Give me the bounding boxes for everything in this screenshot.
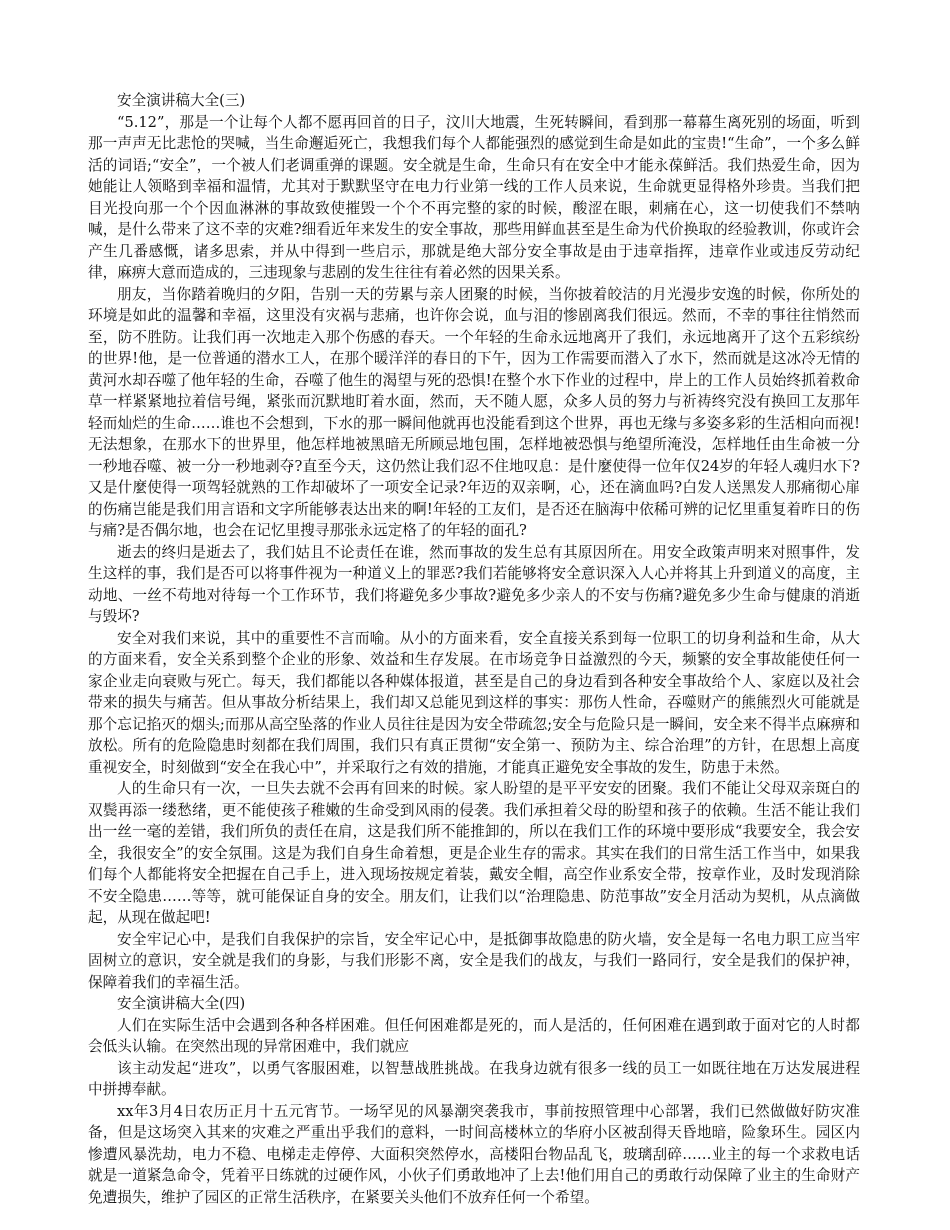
paragraph: 安全牢记心中，是我们自我保护的宗旨，安全牢记心中，是抵御事故隐患的防火墙，安全是每一名电力职工应当牢固树立的意识，安全就是我们的身影，与我们形影不离，安全是我们的战友，与我们一路同行，安全是我们的保护神，保障着我们的幸福生活。 bbox=[88, 930, 860, 991]
paragraph: “5.12”，那是一个让每个人都不愿再回首的日子，汶川大地震，生死转瞬间，看到那一幕幕生离死别的场面，听到那一声声无比悲怆的哭喊，当生命邂逅死亡，我想我们每个人都能强烈的感觉到生命是如此的宝贵!“生命”，一个多么鲜活的词语;“安全”，一个被人们老调重弹的课题。安全就是生命，生命只有在安全中才能永葆鲜活。我们热爱生命，因为她能让人领略到幸福和温情，尤其对于默默坚守在电力行业第一线的工作人员来说，生命就更显得格外珍贵。当我们把目光投向那一个个因血淋淋的事故致使摧毁一个个不再完整的家的时候，酸涩在眼，刺痛在心，这一切使我们不禁呐喊，是什么带来了这不幸的灾难?细看近年来发生的安全事故，那些用鲜血甚至是生命为代价换取的经验教训，你或许会产生几番感慨，诸多思索，并从中得到一些启示，那就是绝大部分安全事故是由于违章指挥，违章作业或违反劳动纪律，麻痹大意而造成的，三违现象与悲剧的发生往往有着必然的因果关系。 bbox=[88, 113, 860, 281]
paragraph: 人们在实际生活中会遇到各种各样困难。但任何困难都是死的，而人是活的，任何困难在遇到敢于面对它的人时都会低头认输。在突然出现的异常困难中，我们就应 bbox=[88, 1016, 860, 1055]
paragraph: 安全对我们来说，其中的重要性不言而喻。从小的方面来看，安全直接关系到每一位职工的切身利益和生命，从大的方面来看，安全关系到整个企业的形象、效益和生存发展。在市场竞争日益激烈的今天，频繁的安全事故能使任何一家企业走向衰败与死亡。每天，我们都能以各种媒体报道，甚至是自己的身边看到各种安全事故给个人、家庭以及社会带来的损失与痛苦。但从事故分析结果上，我们却又总能见到这样的事实：那伤人性命，吞噬财产的熊熊烈火可能就是那个忘记掐灭的烟头;而那从高空坠落的作业人员往往是因为安全带疏忽;安全与危险只是一瞬间，安全来不得半点麻痹和放松。所有的危险隐患时刻都在我们周围，我们只有真正贯彻“安全第一、预防为主、综合治理”的方针，在思想上高度重视安全，时刻做到“安全在我心中”，并采取行之有效的措施，才能真正避免安全事故的发生，防患于未然。 bbox=[88, 629, 860, 776]
paragraph: 朋友，当你踏着晚归的夕阳，告别一天的劳累与亲人团聚的时候，当你披着皎洁的月光漫步安逸的时候，你所处的环境是如此的温馨和幸福，这里没有灾祸与悲痛，也许你会说，血与泪的惨剧离我们很远。然而，不幸的事往往悄然而至，防不胜防。让我们再一次地走入那个伤感的春天。一个年轻的生命永远地离开了我们，永远地离开了这个五彩缤纷的世界!他，是一位普通的潜水工人，在那个暖洋洋的春日的下午，因为工作需要而潜入了水下，然而就是这冰冷无情的黄河水却吞噬了他年轻的生命，吞噬了他生的渴望与死的恐惧!在整个水下作业的过程中，岸上的工作人员始终抓着救命草一样紧紧地拉着信号绳，紧张而沉默地盯着水面，然而，天不随人愿，众多人员的努力与祈祷终究没有换回工友那年轻而灿烂的生命……谁也不会想到，下水的那一瞬间他就再也没能看到这个世界，再也无缘与多姿多彩的生活相向而视!无法想象，在那水下的世界里，他怎样地被黑暗无所顾忌地包围，怎样地被恐惧与绝望所淹没，怎样地任由生命被一分一秒地吞噬、被一分一秒地剥夺?直至今天，这仍然让我们忍不住地叹息：是什麼使得一位年仅24岁的年轻人魂归水下?又是什麼使得一项驾轻就熟的工作却破坏了一项安全记录?年迈的双亲啊，心，还在滴血吗?白发人送黑发人那痛彻心扉的伤痛岂能是我们用言语和文字所能够表达出来的啊!年轻的工友们，是否还在脑海中依稀可辨的记忆里重复着昨日的伤与痛?是否偶尔地，也会在记忆里搜寻那张永远定格了的年轻的面孔? bbox=[88, 285, 860, 539]
paragraph: 逝去的终归是逝去了，我们姑且不论责任在谁，然而事故的发生总有其原因所在。用安全政策声明来对照事件，发生这样的事，我们是否可以将事件视为一种道义上的罪恶?我们若能够将安全意识深入人心并将其上升到道义的高度，主动地、一丝不苟地对待每一个工作环节，我们将避免多少事故?避免多少亲人的不安与伤痛?避免多少生命与健康的消逝与毁坏? bbox=[88, 543, 860, 625]
section-title: 安全演讲稿大全(四) bbox=[117, 995, 246, 1012]
paragraph: 该主动发起“进攻”，以勇气客服困难，以智慧战胜挑战。在我身边就有很多一线的员工一如既往地在万达发展进程中拼搏奉献。 bbox=[88, 1059, 860, 1098]
paragraph: 人的生命只有一次，一旦失去就不会再有回来的时候。家人盼望的是平平安安的团聚。我们不能让父母双亲斑白的双鬓再添一缕愁绪，更不能使孩子稚嫩的生命受到风雨的侵袭。我们承担着父母的盼望和孩子的依赖。生活不能让我们出一丝一毫的差错，我们所负的责任在肩，这是我们所不能推卸的，所以在我们工作的环境中要形成“我要安全，我会安全，我很安全”的安全氛围。这是为我们自身生命着想，更是企业生存的需求。其实在我们的日常生活工作当中，如果我们每个人都能将安全把握在自己手上，进入现场按规定着装，戴安全帽，高空作业系安全带，按章作业，及时发现消除不安全隐患……等等，就可能保证自身的安全。朋友们，让我们以“治理隐患、防范事故”安全月活动为契机，从点滴做起，从现在做起吧! bbox=[88, 780, 860, 926]
paragraph: xx年3月4日农历正月十五元宵节。一场罕见的风暴潮突袭我市，事前按照管理中心部署，我们已然做做好防灾准备，但是这场突入其来的灾难之严重出乎我们的意料，一时间高楼林立的华府小区被刮得天昏地暗，险象环生。园区内惨遭风暴洗劫，电力不稳、电梯走走停停、大面积突然停水，高楼阳台物品乱飞，玻璃刮碎……业主的每一个求救电话就是一道紧急命令，凭着平日练就的过硬作风，小伙子们勇敢地冲了上去!他们用自己的勇敢行动保障了业主的生命财产免遭损失，维护了园区的正常生活秩序，在紧要关头他们不放弃任何一个希望。 bbox=[88, 1102, 860, 1206]
section-title: 安全演讲稿大全(三) bbox=[117, 92, 246, 109]
document-body bbox=[88, 90, 860, 1208]
